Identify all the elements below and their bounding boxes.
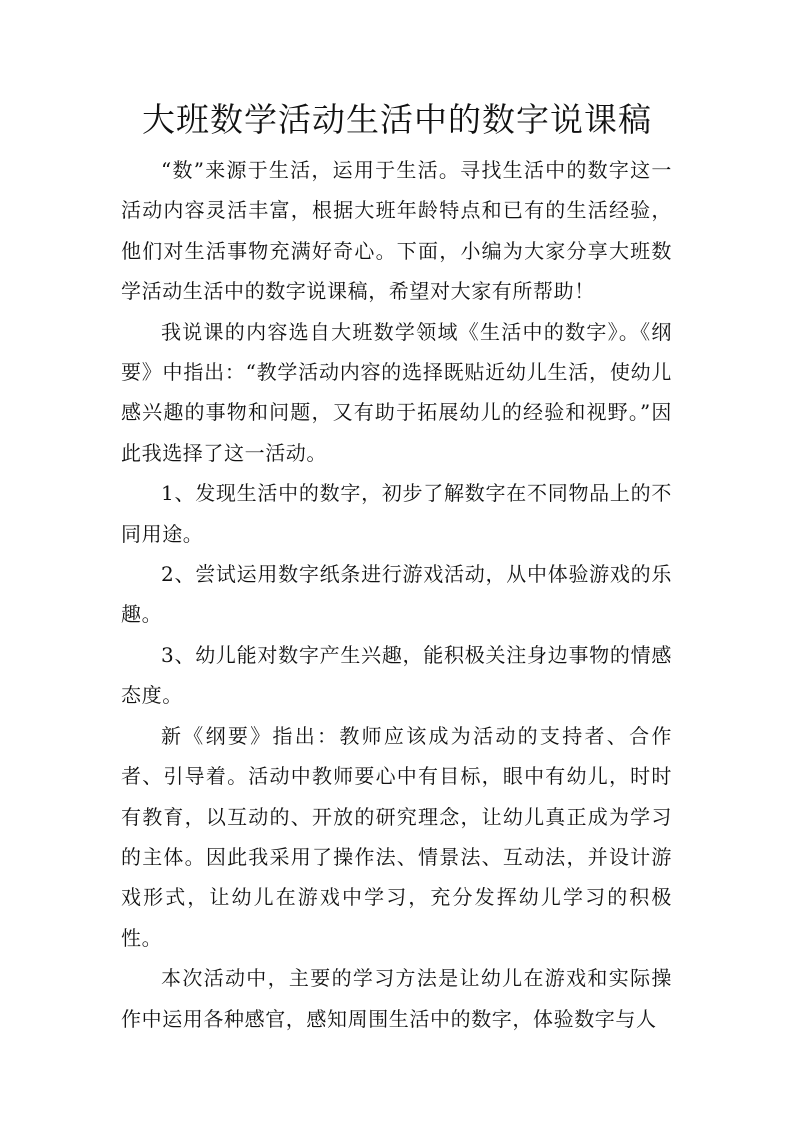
document-body [121, 150, 672, 1039]
paragraph-goal-3: 3、幼儿能对数字产生兴趣，能积极关注身边事物的情感态度。 [121, 642, 672, 708]
paragraph-goal-1: 1、发现生活中的数字，初步了解数字在不同物品上的不同用途。 [121, 481, 672, 546]
paragraph-teaching-method: 新《纲要》指出：教师应该成为活动的支持者、合作者、引导着。活动中教师要心中有目标，眼中有幼儿，时时有教育，以互动的、开放的研究理念，让幼儿真正成为学习的主体。因此我采用了操作法、情景法、互动法，并设计游戏形式，让幼儿在游戏中学习，充分发挥幼儿学习的积极性。 [121, 723, 672, 950]
paragraph-intro: “数”来源于生活，运用于生活。寻找生活中的数字这一活动内容灵活丰富，根据大班年龄特点和已有的生活经验，他们对生活事物充满好奇心。下面，小编为大家分享大班数学活动生活中的数字说课稿，希望对大家有所帮助！ [121, 158, 672, 304]
paragraph-content-source: 我说课的内容选自大班数学领域《生活中的数字》。《纲要》中指出：“教学活动内容的选择既贴近幼儿生活，使幼儿感兴趣的事物和问题，又有助于拓展幼儿的经验和视野。”因此我选择了这一活动。 [121, 319, 672, 465]
paragraph-learning-method: 本次活动中，主要的学习方法是让幼儿在游戏和实际操作中运用各种感官，感知周围生活中的数字，体验数字与人 [121, 966, 672, 1031]
paragraph-goal-2: 2、尝试运用数字纸条进行游戏活动，从中体验游戏的乐趣。 [121, 562, 672, 627]
document-title: 大班数学活动生活中的数字说课稿 [142, 100, 652, 139]
